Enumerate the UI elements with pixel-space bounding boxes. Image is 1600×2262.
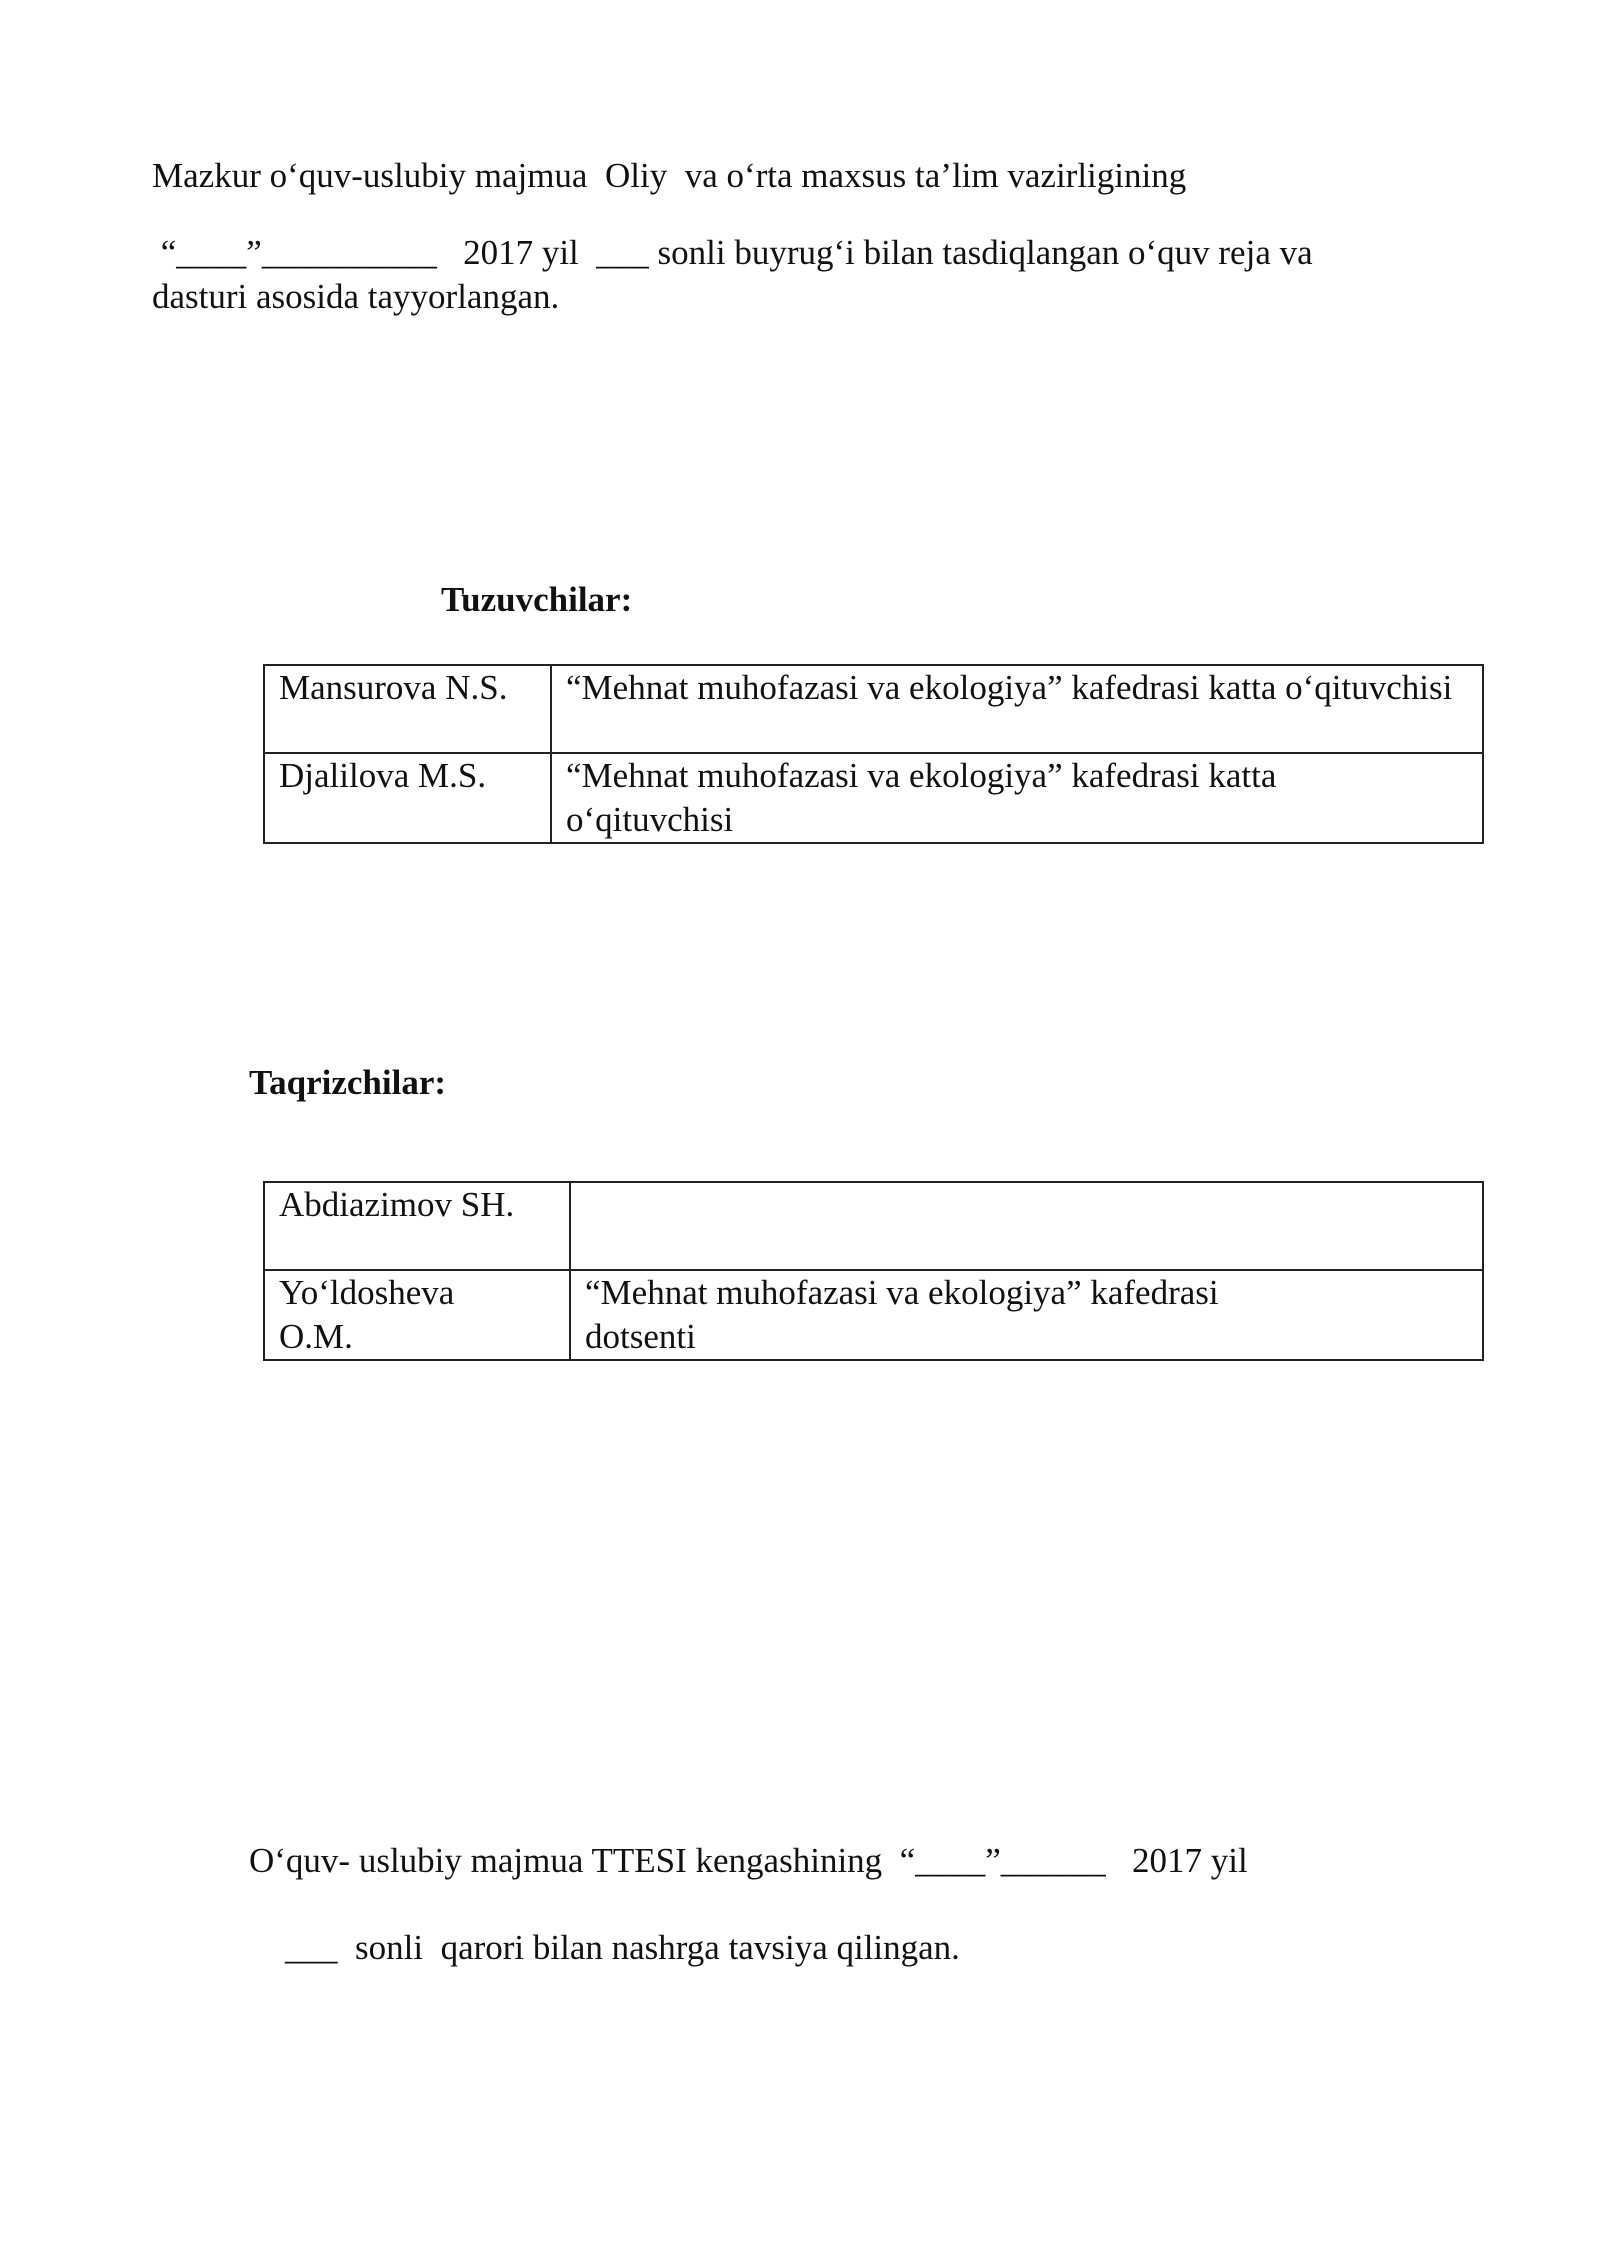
reviewer-name: Abdiazimov SH. (264, 1182, 570, 1270)
authors-heading: Tuzuvchilar: (441, 580, 633, 619)
intro-line-3: dasturi asosida tayyorlangan. (152, 277, 560, 316)
approval-line-2: ___ sonli qarori bilan nashrga tavsiya qilingan. (285, 1928, 960, 1967)
authors-table (263, 664, 1484, 844)
author-role: “Mehnat muhofazasi va ekologiya” kafedrasi katta o‘qituvchisi (551, 753, 1483, 843)
reviewers-heading: Taqrizchilar: (249, 1063, 447, 1102)
table-row (264, 1270, 1483, 1360)
author-name: Djalilova M.S. (264, 753, 551, 843)
approval-line-1: O‘quv- uslubiy majmua TTESI kengashining “____”______ 2017 yil (249, 1841, 1248, 1880)
author-role: “Mehnat muhofazasi va ekologiya” kafedrasi katta o‘qituvchisi (551, 665, 1483, 753)
intro-line-1: Mazkur o‘quv-uslubiy majmua Oliy va o‘rta maxsus ta’lim vazirligining (152, 156, 1187, 195)
reviewer-name: Yo‘ldosheva O.M. (264, 1270, 570, 1360)
table-row (264, 665, 1483, 753)
reviewers-table (263, 1181, 1484, 1361)
table-row (264, 1182, 1483, 1270)
author-name: Mansurova N.S. (264, 665, 551, 753)
intro-line-2: “____”__________ 2017 yil ___ sonli buyrug‘i bilan tasdiqlangan o‘quv reja va (152, 233, 1313, 272)
reviewer-role: “Mehnat muhofazasi va ekologiya” kafedrasi dotsenti (570, 1270, 1483, 1360)
reviewer-role (570, 1182, 1483, 1270)
table-row (264, 753, 1483, 843)
